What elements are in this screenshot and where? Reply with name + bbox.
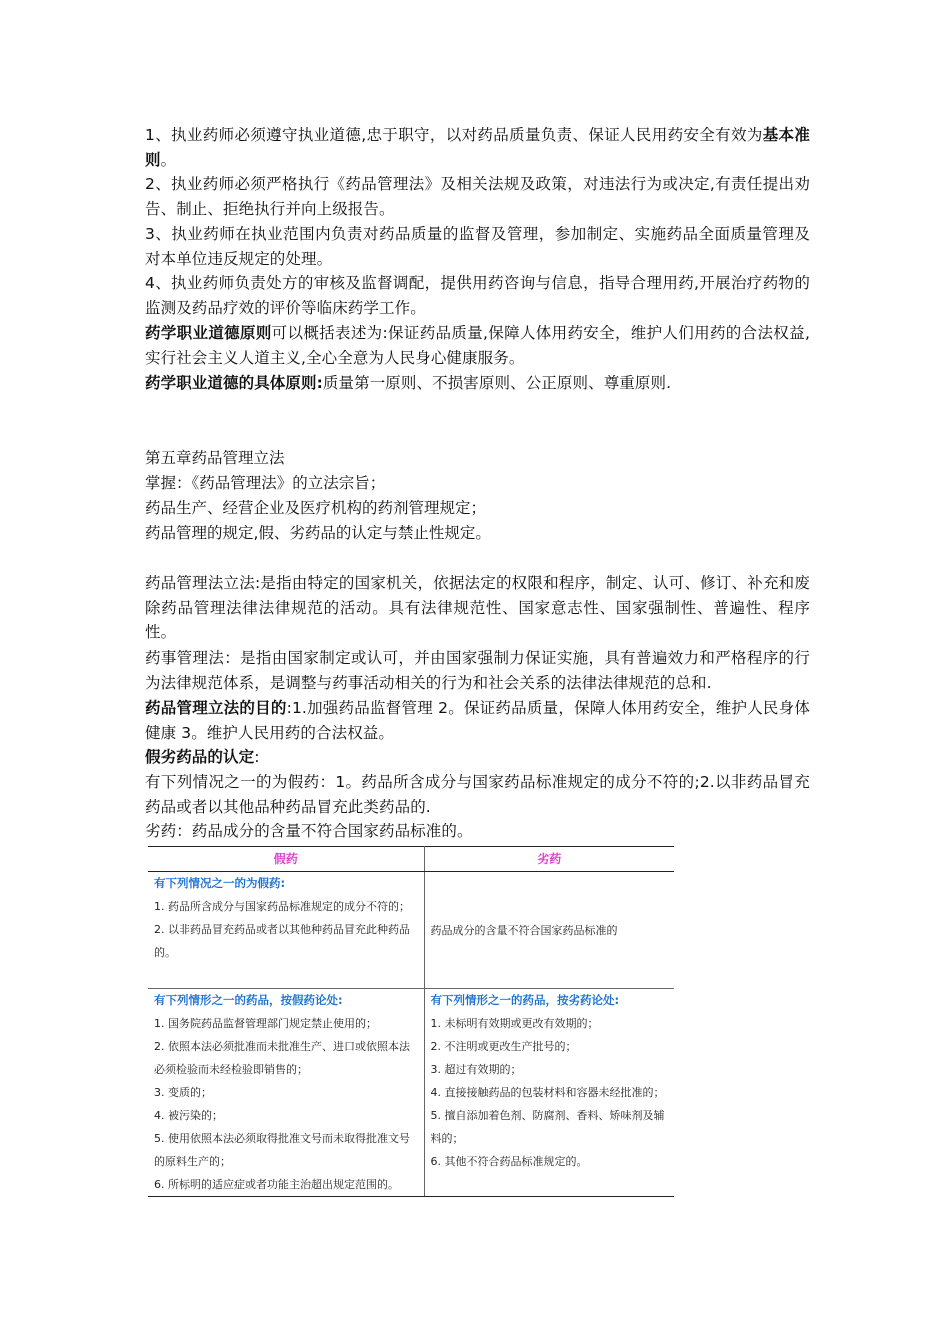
paragraph-specific-principles: 药学职业道德的具体原则:质量第一原则、不损害原则、公正原则、尊重原则. — [145, 374, 672, 392]
table-header-inferior: 劣药 — [424, 847, 674, 872]
table-header-fake: 假药 — [148, 847, 424, 872]
paragraph-fake-drug-heading: 假劣药品的认定: — [145, 748, 260, 766]
table-cell-inferior-cases: 有下列情形之一的药品，按劣药论处: 1. 未标明有效期或更改有效期的； 2. 不注明或更改生产批号的； 3. 超过有效期的； 4. 直接接触药品的包装材料和容器未经批准的； 5. 擅自添加着色剂、防腐剂、香料、矫味剂及辅料的； 6. 其他不符合药品标准规定的。 — [424, 989, 674, 1197]
table-cell-inferior-definition: 药品成分的含量不符合国家药品标准的 — [424, 872, 674, 989]
fake-vs-inferior-table — [148, 846, 674, 1197]
paragraph-3: 3、执业药师在执业范围内负责对药品质量的监督及管理，参加制定、实施药品全面质量管理及对本单位违反规定的处理。 — [145, 225, 810, 268]
chapter-line-2: 药品生产、经营企业及医疗机构的药剂管理规定； — [145, 499, 487, 517]
table-row — [148, 872, 674, 989]
paragraph-legislation-purpose: 药品管理立法的目的:1.加强药品监督管理 2。保证药品质量，保障人体用药安全，维护人民身体健康 3。维护人民用药的合法权益。 — [145, 699, 810, 742]
chapter-title: 第五章药品管理立法 — [145, 449, 285, 467]
table-cell-fake-definition: 有下列情况之一的为假药: 1. 药品所含成分与国家药品标准规定的成分不符的； 2. 以非药品冒充药品或者以其他种药品冒充此种药品的。 — [148, 872, 424, 989]
table-cell-fake-cases: 有下列情形之一的药品，按假药论处: 1. 国务院药品监督管理部门规定禁止使用的； 2. 依照本法必须批准而未批准生产、进口或依照本法必须检验而未经检验即销售的； 3. 变质的； 4. 被污染的； 5. 使用依照本法必须取得批准文号而未取得批准文号的原料生产的； 6. 所标明的适应症或者功能主治超出规定范围的。 — [148, 989, 424, 1197]
paragraph-pharmacy-law-def: 药事管理法：是指由国家制定或认可，并由国家强制力保证实施，具有普遍效力和严格程序的行为法律规范体系，是调整与药事活动相关的行为和社会关系的法律法律规范的总和. — [145, 649, 810, 692]
paragraph-ethics-principle: 药学职业道德原则可以概括表述为:保证药品质量,保障人体用药安全，维护人们用药的合法权益,实行社会主义人道主义,全心全意为人民身心健康服务。 — [145, 324, 810, 367]
paragraph-1: 1、执业药师必须遵守执业道德,忠于职守，以对药品质量负责、保证人民用药安全有效为基本准则。 — [145, 126, 810, 169]
chapter-line-3: 药品管理的规定,假、劣药品的认定与禁止性规定。 — [145, 524, 491, 542]
table-row — [148, 989, 674, 1197]
paragraph-legislation-def: 药品管理法立法:是指由特定的国家机关，依据法定的权限和程序，制定、认可、修订、补充和废除药品管理法律法律规范的活动。具有法律规范性、国家意志性、国家强制性、普遍性、程序性。 — [145, 574, 810, 641]
paragraph-2: 2、执业药师必须严格执行《药品管理法》及相关法规及政策，对违法行为或决定,有责任提出劝告、制止、拒绝执行并向上级报告。 — [145, 175, 810, 218]
paragraph-fake-drug-def: 有下列情况之一的为假药：1。药品所含成分与国家药品标准规定的成分不符的;2.以非药品冒充药品或者以其他品种药品冒充此类药品的. — [145, 773, 810, 816]
paragraph-inferior-drug-def: 劣药：药品成分的含量不符合国家药品标准的。 — [145, 822, 473, 840]
chapter-line-1: 掌握：《药品管理法》的立法宗旨； — [145, 474, 386, 492]
paragraph-4: 4、执业药师负责处方的审核及监督调配，提供用药咨询与信息，指导合理用药,开展治疗药物的监测及药品疗效的评价等临床药学工作。 — [145, 274, 810, 317]
